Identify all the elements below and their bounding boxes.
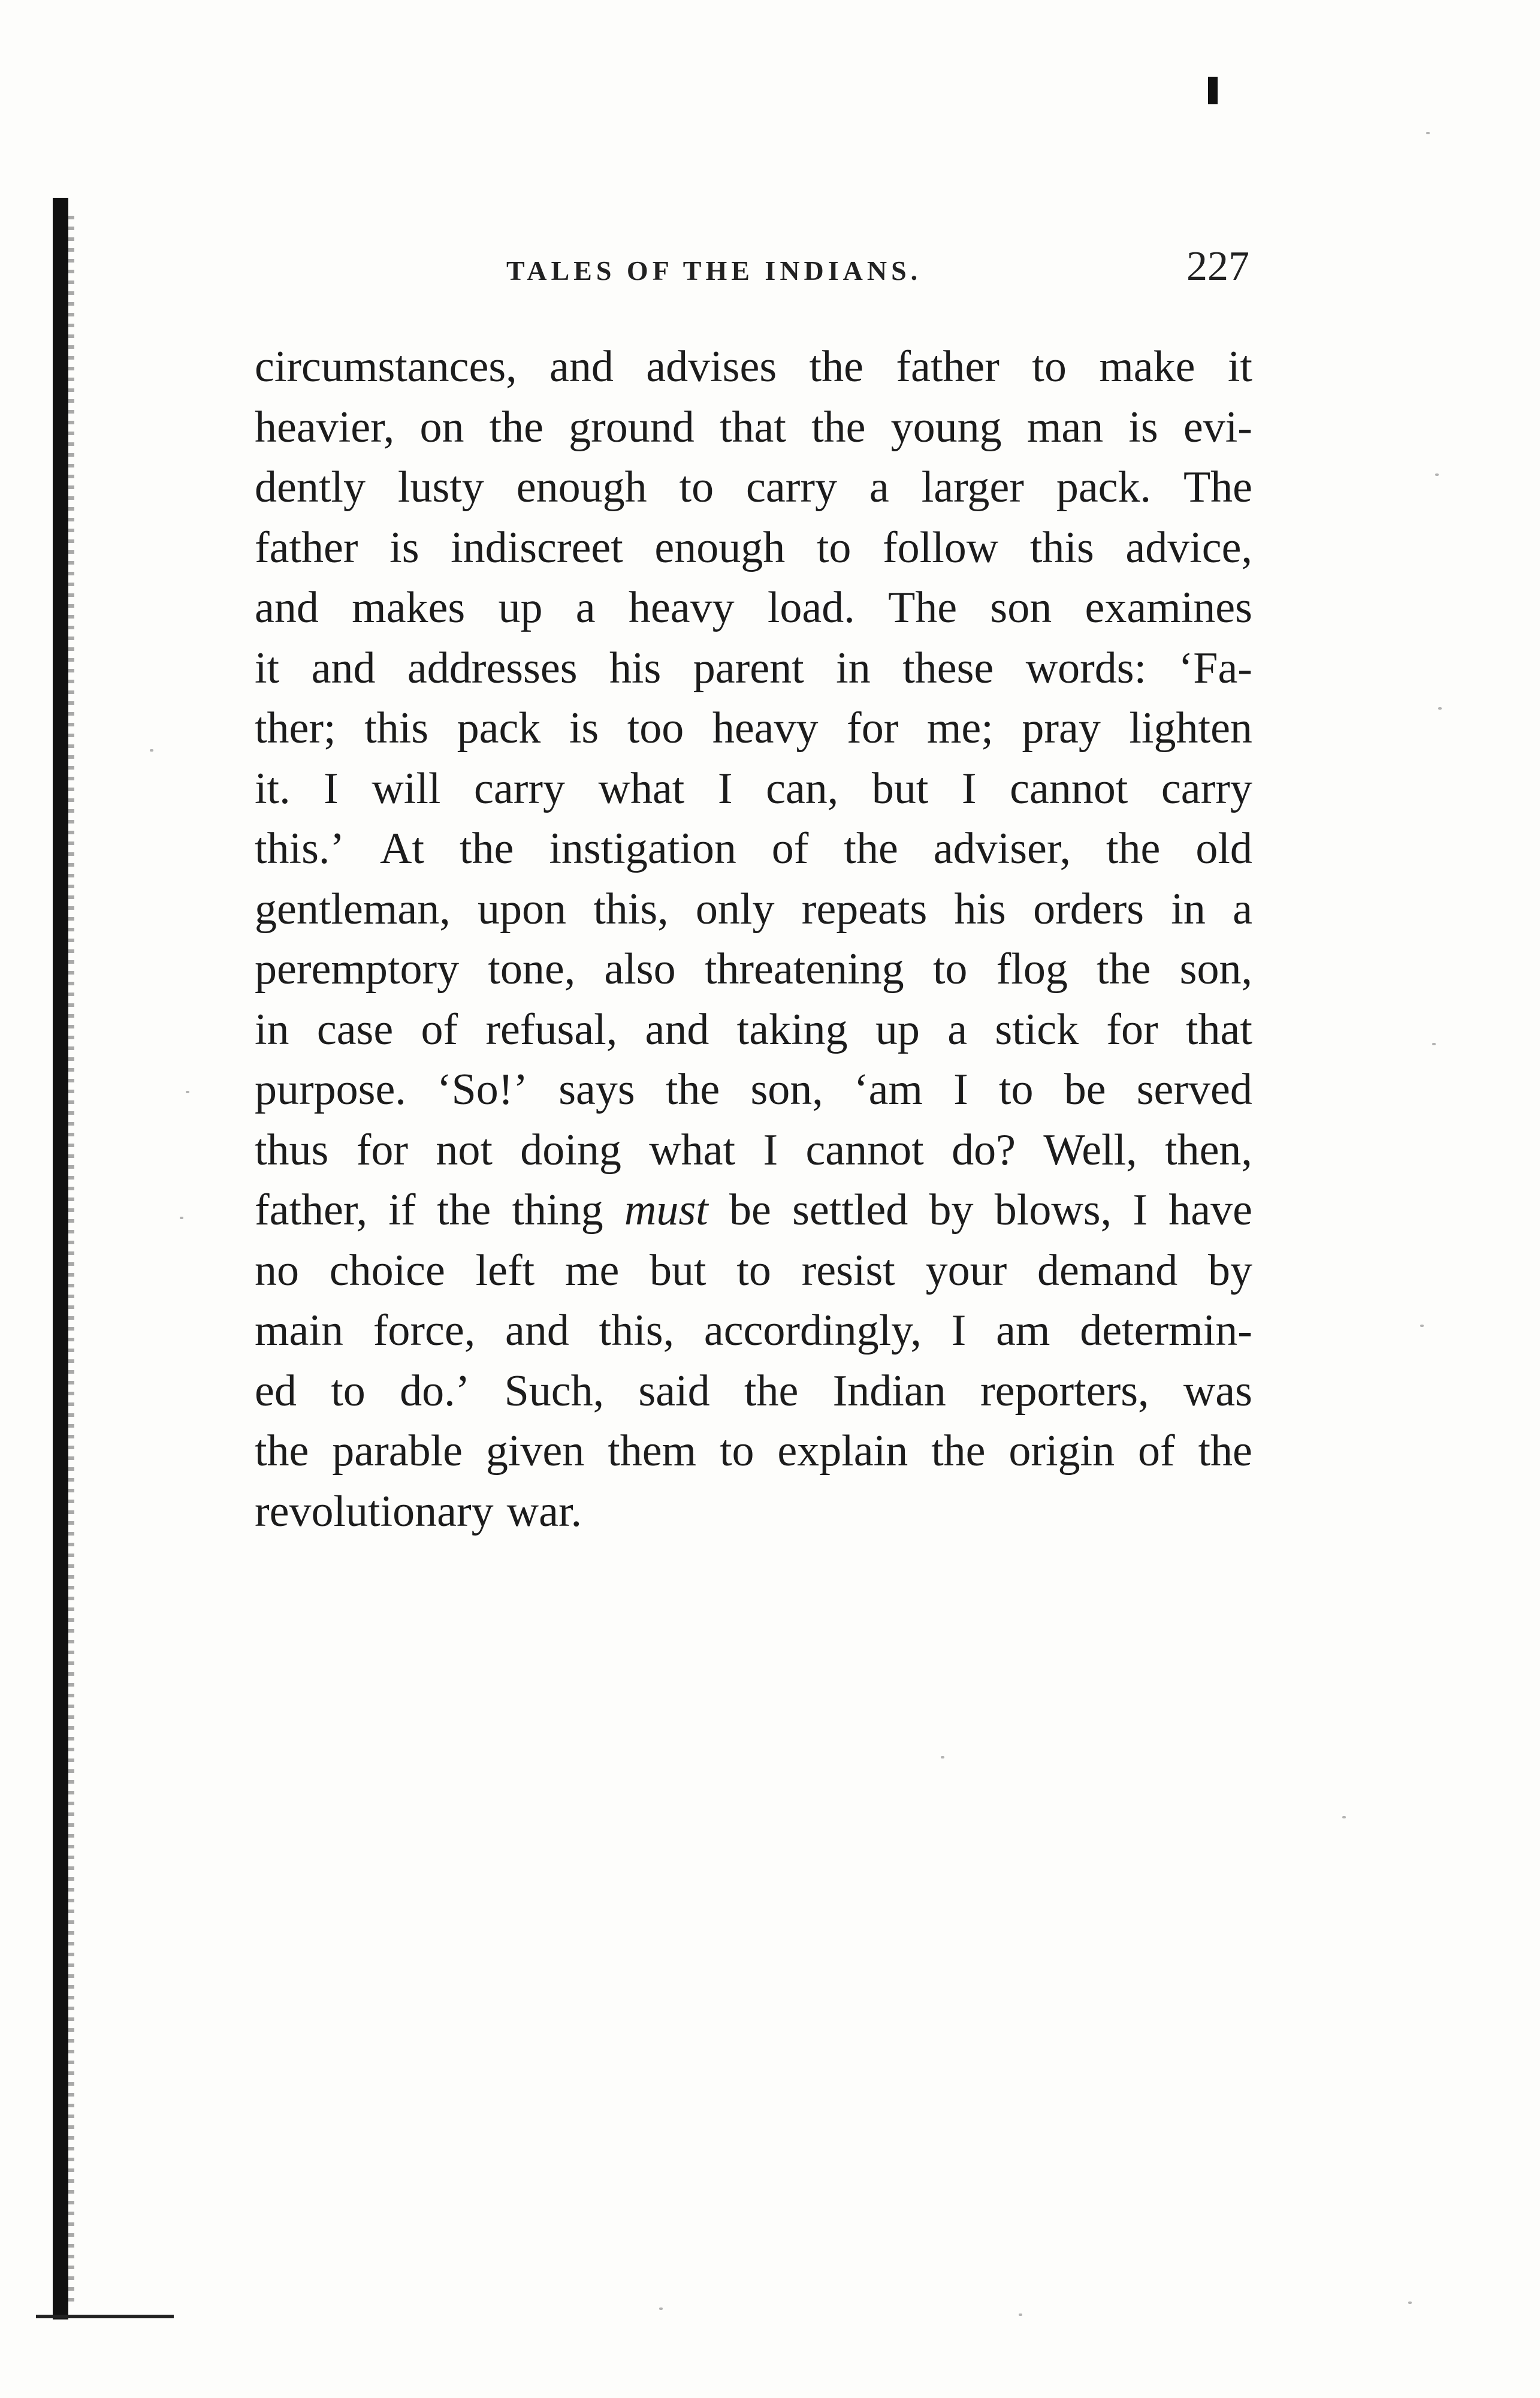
text-line: peremptory tone, also threatening to flog the son, [255, 945, 1252, 994]
text-line: no choice left me but to resist your demand by [255, 1245, 1252, 1295]
running-title: TALES OF THE INDIANS. [506, 255, 922, 286]
print-speck [150, 749, 153, 752]
print-speck [1342, 1816, 1346, 1818]
text-line: in case of refusal, and taking up a stick for that [255, 1005, 1252, 1054]
text-line: gentleman, upon this, only repeats his orders in a [255, 884, 1252, 934]
binding-edge [53, 198, 68, 2319]
text-line: ther; this pack is too heavy for me; pray lighten [255, 704, 1252, 753]
top-margin-mark [1208, 77, 1218, 104]
text-line: the parable given them to explain the origin of the [255, 1426, 1252, 1476]
text-line: this.’ At the instigation of the adviser, the old [255, 824, 1252, 873]
print-speck [1432, 1043, 1436, 1045]
text-line: and makes up a heavy load. The son examines [255, 583, 1252, 632]
print-speck [186, 1091, 189, 1093]
print-speck [1420, 1325, 1424, 1327]
print-speck [1408, 2302, 1412, 2304]
text-line: father, if the thing must be settled by blows, I have [255, 1186, 1252, 1235]
print-speck [659, 2307, 663, 2310]
print-speck [1438, 707, 1442, 710]
text-line: revolutionary war. [255, 1486, 582, 1536]
running-head [506, 243, 1249, 297]
text-line: ed to do.’ Such, said the Indian reporters, was [255, 1366, 1252, 1416]
text-line: purpose. ‘So!’ says the son, ‘am I to be served [255, 1065, 1252, 1114]
binding-fringe [68, 216, 74, 2302]
print-speck [1019, 2313, 1022, 2316]
print-speck [941, 1756, 944, 1758]
text-line: it. I will carry what I can, but I cannot carry [255, 764, 1252, 813]
text-line: heavier, on the ground that the young man is evi- [255, 402, 1252, 452]
binding-foot [36, 2315, 174, 2318]
text-line: father is indiscreet enough to follow this advice, [255, 523, 1252, 572]
print-speck [1426, 132, 1430, 134]
text-line: thus for not doing what I cannot do? Well, then, [255, 1125, 1252, 1175]
text-line: it and addresses his parent in these words: ‘Fa- [255, 643, 1252, 693]
print-speck [180, 1217, 183, 1219]
page-number: 227 [1186, 243, 1249, 289]
print-speck [1435, 473, 1439, 476]
text-line: main force, and this, accordingly, I am determin- [255, 1306, 1252, 1355]
text-line: circumstances, and advises the father to make it [255, 342, 1252, 391]
text-line: dently lusty enough to carry a larger pack. The [255, 463, 1252, 512]
body-text [255, 337, 1252, 1542]
